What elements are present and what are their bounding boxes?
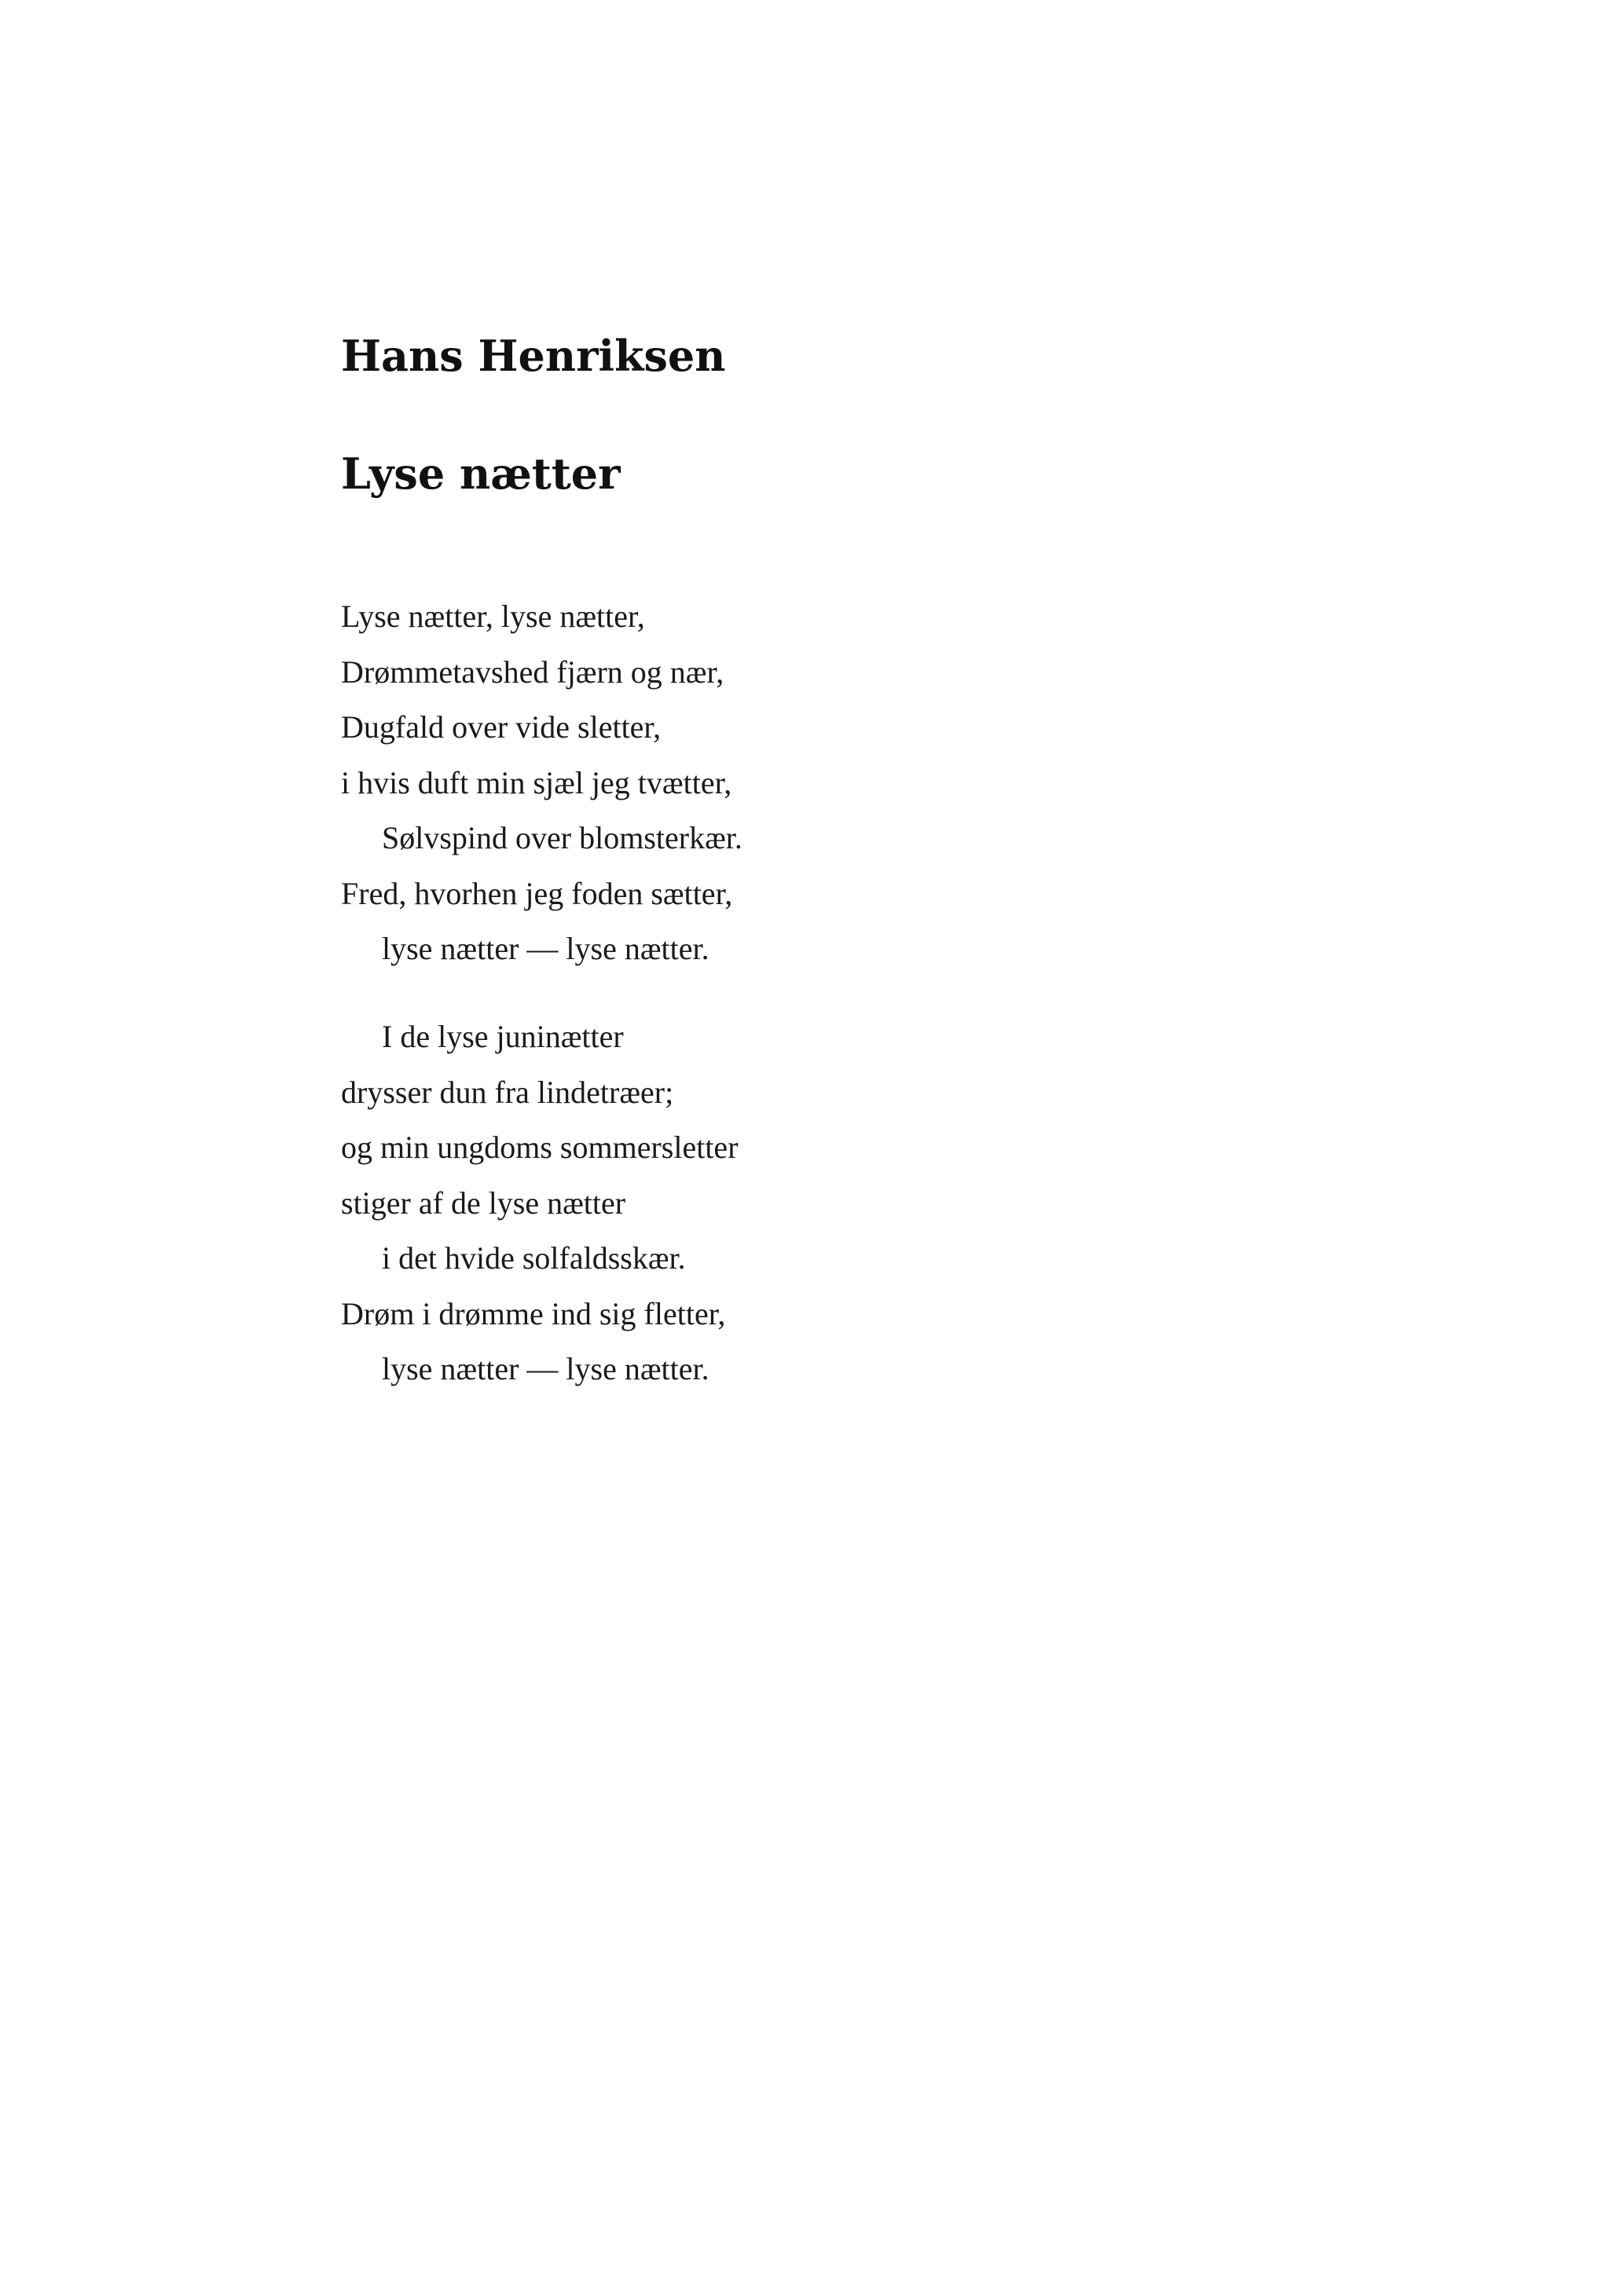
poem-line: Fred, hvorhen jeg foden sætter, — [341, 875, 733, 911]
poem-line: Lyse nætter, lyse nætter, — [341, 599, 645, 634]
poem-line: i hvis duft min sjæl jeg tvætter, — [341, 764, 732, 800]
poem-title: Lyse nætter — [341, 449, 621, 499]
poem-line: Drømmetavshed fjærn og nær, — [341, 654, 724, 690]
author-heading: Hans Henriksen — [341, 331, 726, 381]
stanza-1 — [341, 589, 1284, 977]
poem-line: drysser dun fra lindetræer; — [341, 1074, 674, 1110]
poem-line: Drøm i drømme ind sig fletter, — [341, 1295, 726, 1331]
poem-line: lyse nætter — lyse nætter. — [382, 1351, 709, 1386]
poem-line: Dugfald over vide sletter, — [341, 709, 662, 745]
poem-line: stiger af de lyse nætter — [341, 1185, 626, 1221]
stanza-2 — [341, 1009, 1284, 1397]
poem-line: lyse nætter — lyse nætter. — [382, 931, 709, 966]
poem-line: Sølvspind over blomsterkær. — [382, 820, 742, 855]
poem-line: i det hvide solfaldsskær. — [382, 1240, 686, 1276]
poem-line: og min ungdoms sommersletter — [341, 1130, 739, 1165]
poem-line: I de lyse juninætter — [382, 1019, 624, 1054]
